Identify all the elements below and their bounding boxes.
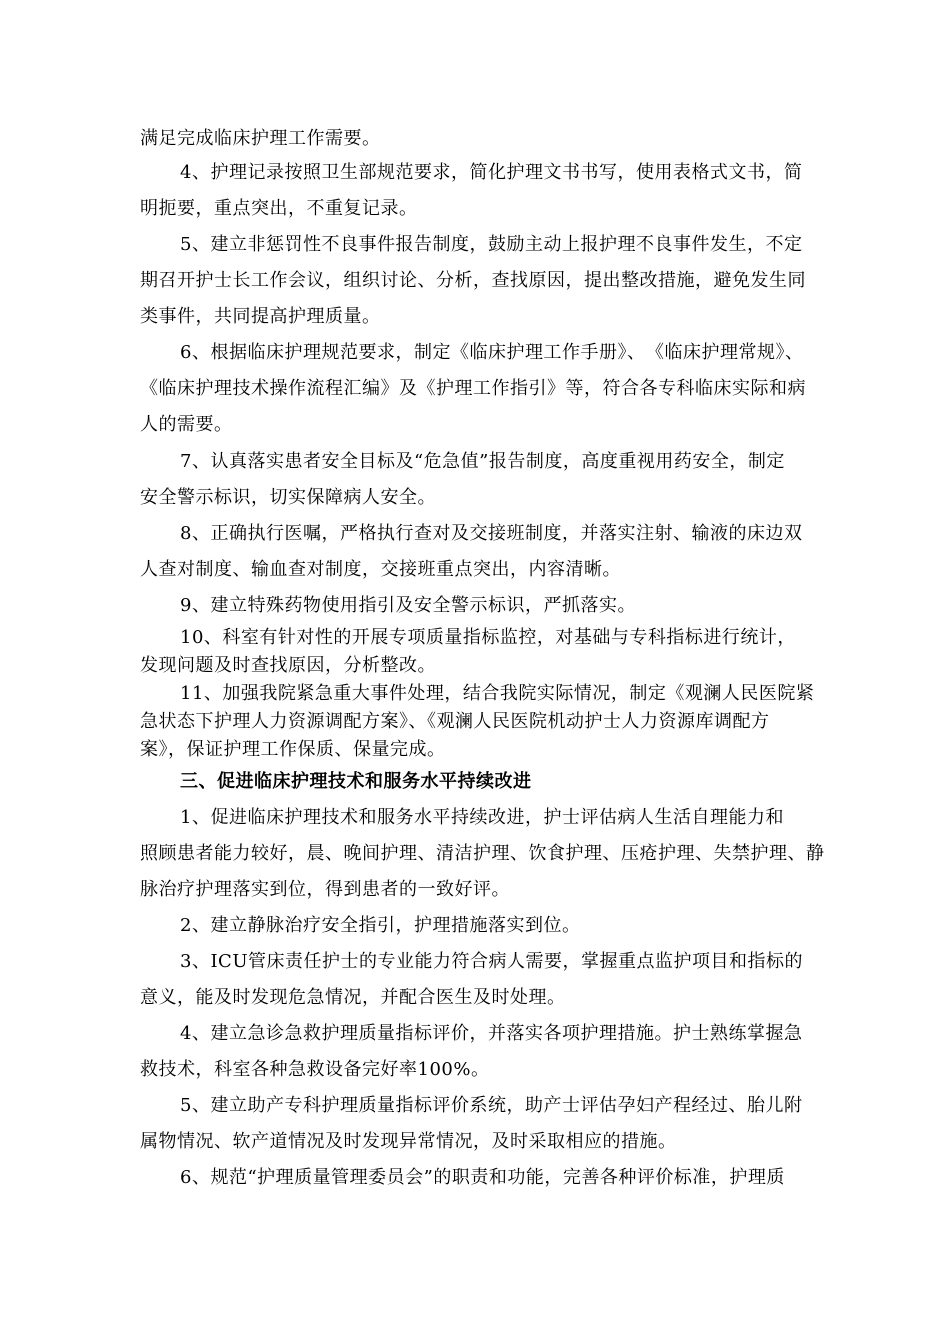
paragraph-line: 发现问题及时查找原因，分析整改。 xyxy=(140,655,436,676)
paragraph-line: 7、认真落实患者安全目标及“危急值”报告制度，高度重视用药安全，制定 xyxy=(180,451,785,472)
paragraph-line: 照顾患者能力较好，晨、晚间护理、清洁护理、饮食护理、压疮护理、失禁护理、静 xyxy=(140,843,825,864)
paragraph-line: 9、建立特殊药物使用指引及安全警示标识，严抓落实。 xyxy=(180,595,636,616)
paragraph-line: 人的需要。 xyxy=(140,414,233,435)
paragraph-line: 满足完成临床护理工作需要。 xyxy=(140,128,381,149)
paragraph-line: 案》，保证护理工作保质、保量完成。 xyxy=(140,739,446,760)
paragraph-line: 安全警示标识，切实保障病人安全。 xyxy=(140,487,436,508)
paragraph-line: 5、建立非惩罚性不良事件报告制度，鼓励主动上报护理不良事件发生，不定 xyxy=(180,234,803,255)
paragraph-line: 8、正确执行医嘱，严格执行查对及交接班制度，并落实注射、输液的床边双 xyxy=(180,523,803,544)
paragraph-line: 11、加强我院紧急重大事件处理，结合我院实际情况，制定《观澜人民医院紧 xyxy=(180,683,815,704)
paragraph-line: 6、规范“护理质量管理委员会”的职责和功能，完善各种评价标准，护理质 xyxy=(180,1167,785,1188)
section-heading: 三、促进临床护理技术和服务水平持续改进 xyxy=(180,771,532,792)
paragraph-line: 属物情况、软产道情况及时发现异常情况，及时采取相应的措施。 xyxy=(140,1131,677,1152)
paragraph-line: 《临床护理技术操作流程汇编》及《护理工作指引》等，符合各专科临床实际和病 xyxy=(140,378,806,399)
paragraph-line: 脉治疗护理落实到位，得到患者的一致好评。 xyxy=(140,879,510,900)
paragraph-line: 期召开护士长工作会议，组织讨论、分析，查找原因，提出整改措施，避免发生同 xyxy=(140,270,806,291)
paragraph-line: 4、建立急诊急救护理质量指标评价，并落实各项护理措施。护士熟练掌握急 xyxy=(180,1023,803,1044)
paragraph-line: 急状态下护理人力资源调配方案》、《观澜人民医院机动护士人力资源库调配方 xyxy=(140,711,770,732)
paragraph-line: 救技术，科室各种急救设备完好率100%。 xyxy=(140,1059,490,1080)
paragraph-line: 类事件，共同提高护理质量。 xyxy=(140,306,381,327)
paragraph-line: 1、促进临床护理技术和服务水平持续改进，护士评估病人生活自理能力和 xyxy=(180,807,784,828)
paragraph-line: 人查对制度、输血查对制度，交接班重点突出，内容清晰。 xyxy=(140,559,621,580)
paragraph-line: 5、建立助产专科护理质量指标评价系统，助产士评估孕妇产程经过、胎儿附 xyxy=(180,1095,803,1116)
paragraph-line: 4、护理记录按照卫生部规范要求，简化护理文书书写，使用表格式文书，简 xyxy=(180,162,803,183)
paragraph-line: 意义，能及时发现危急情况，并配合医生及时处理。 xyxy=(140,987,566,1008)
paragraph-line: 3、ICU管床责任护士的专业能力符合病人需要，掌握重点监护项目和指标的 xyxy=(180,951,804,972)
paragraph-line: 2、建立静脉治疗安全指引，护理措施落实到位。 xyxy=(180,915,581,936)
paragraph-line: 10、科室有针对性的开展专项质量指标监控，对基础与专科指标进行统计， xyxy=(180,627,796,648)
paragraph-line: 明扼要，重点突出，不重复记录。 xyxy=(140,198,418,219)
paragraph-line: 6、根据临床护理规范要求，制定《临床护理工作手册》、 《临床护理常规》、 xyxy=(180,342,804,363)
